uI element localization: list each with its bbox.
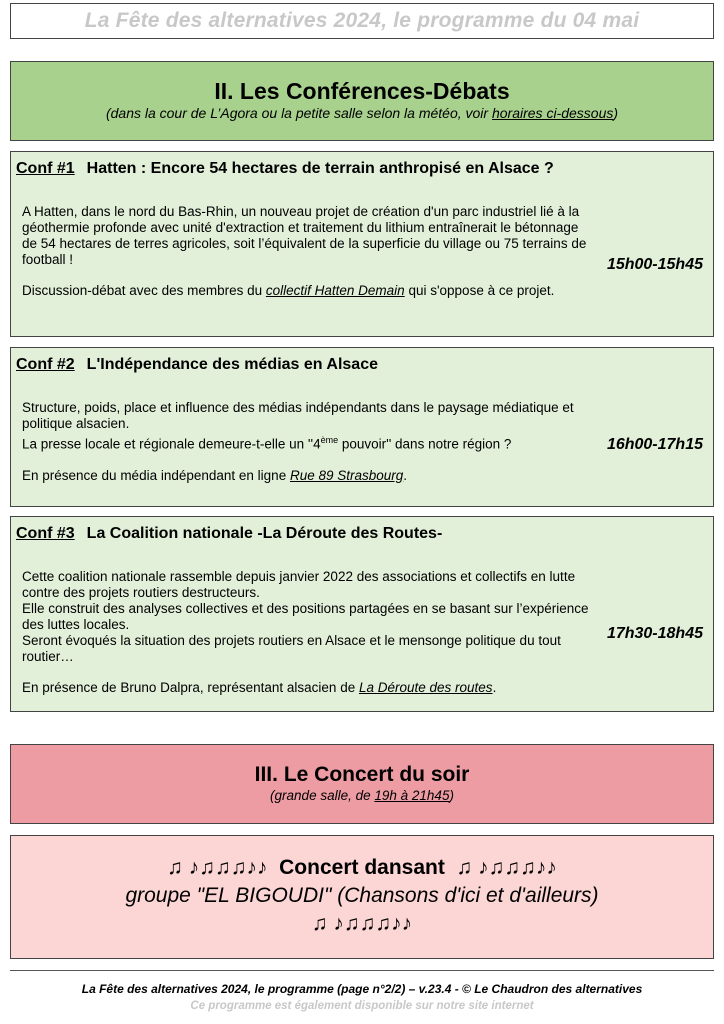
music-notes-icon: ♫ ♪♫♫♫♪♪ <box>167 856 268 879</box>
superscript: ème <box>320 435 339 445</box>
footer-divider <box>10 970 714 971</box>
conference-time: 15h00-15h45 <box>606 256 703 273</box>
description-paragraph: Cette coalition nationale rassemble depuis janvier 2022 des associations et collectifs en lutte contre des projets routiers destructeurs. <box>22 569 576 600</box>
text: La presse locale et régionale demeure-t-elle un ''4 <box>22 436 321 452</box>
subtitle-text-end: ) <box>449 788 454 803</box>
conference-card-2 <box>10 347 714 507</box>
rue89-link[interactable]: Rue 89 Strasbourg <box>289 467 404 483</box>
description-paragraph: Seront évoqués la situation des projets routiers en Alsace et le mensonge politique du tout routier… <box>22 633 561 664</box>
section-subtitle <box>11 105 713 122</box>
conference-description <box>11 204 596 299</box>
description-paragraph <box>11 680 596 696</box>
subtitle-text-end: ) <box>613 105 619 121</box>
footer-credits: La Fête des alternatives 2024, le programme (page n°2/2) – v.23.4 - © Le Chaudron des alternatives <box>81 982 643 996</box>
conference-title-text: Hatten : Encore 54 hectares de terrain anthropisé en Alsace ? <box>86 160 554 177</box>
conference-title-text: La Coalition nationale -La Déroute des Routes- <box>86 525 443 542</box>
conference-description <box>11 569 596 696</box>
footer-note: Ce programme est également disponible sur notre site internet <box>190 1000 534 1012</box>
header-title: La Fête des alternatives 2024, le programme du 04 mai <box>84 9 640 32</box>
description-paragraph <box>11 468 596 484</box>
schedule-link[interactable]: horaires ci-dessous <box>491 105 614 121</box>
text: . <box>403 467 408 483</box>
conference-title <box>16 356 378 374</box>
text: En présence du média indépendant en ligne <box>22 467 290 483</box>
conference-title <box>16 525 442 543</box>
document-header <box>10 3 714 39</box>
conference-card-3 <box>10 516 714 712</box>
description-paragraph <box>11 432 596 453</box>
conference-time: 17h30-18h45 <box>606 625 703 642</box>
subtitle-text: (grande salle, de <box>270 788 375 803</box>
conference-card-1 <box>10 151 714 337</box>
description-paragraph: A Hatten, dans le nord du Bas-Rhin, un nouveau projet de création d'un parc industriel lié à la géothermie profonde avec unité d'extraction et traitement du lithium entraînerait le bétonnage de 54 hectares de terres agricoles, soit l’équivalent de la superficie du village ou 75 terrains de football ! <box>22 204 587 267</box>
conference-number: Conf #3 <box>16 525 75 542</box>
text: pouvoir'' dans notre région ? <box>338 436 512 452</box>
music-notes-icon: ♫ ♪♫♫♫♪♪ <box>311 912 413 935</box>
conference-number: Conf #1 <box>16 160 75 177</box>
concert-band: groupe "EL BIGOUDI" (Chansons d'ici et d'ailleurs) <box>125 884 599 907</box>
text: . <box>492 680 497 695</box>
conference-title-text: L'Indépendance des médias en Alsace <box>86 356 378 373</box>
concert-title-line <box>11 854 713 882</box>
description-paragraph: Structure, poids, place et influence des médias indépendants dans le paysage médiatique et politique alsacien. <box>22 400 574 431</box>
concert-title: Concert dansant <box>279 856 445 879</box>
section-title: III. Le Concert du soir <box>254 763 470 786</box>
conference-title <box>16 160 554 178</box>
concert-box <box>10 835 714 959</box>
collectif-hatten-link[interactable]: collectif Hatten Demain <box>265 283 405 298</box>
text: qui s'oppose à ce projet. <box>404 283 555 298</box>
conference-number: Conf #2 <box>16 356 75 373</box>
text: Discussion-débat avec des membres du <box>22 283 266 298</box>
deroute-link[interactable]: La Déroute des routes <box>358 680 493 695</box>
concert-hours: 19h à 21h45 <box>374 788 450 803</box>
conference-description <box>11 400 596 484</box>
text: En présence de Bruno Dalpra, représentant alsacien de <box>22 680 359 695</box>
music-notes-icon: ♫ ♪♫♫♫♪♪ <box>456 856 557 879</box>
section-subtitle <box>11 788 713 804</box>
section-title: II. Les Conférences-Débats <box>214 78 510 104</box>
description-paragraph: Elle construit des analyses collectives et des positions partagées en se basant sur l’expérience des luttes locales. <box>22 601 589 632</box>
section-conferences-header <box>10 61 714 141</box>
subtitle-text: (dans la cour de L’Agora ou la petite salle selon la météo, voir <box>105 105 492 121</box>
description-paragraph <box>11 283 596 299</box>
section-concert-header <box>10 744 714 824</box>
conference-time: 16h00-17h15 <box>606 436 703 453</box>
